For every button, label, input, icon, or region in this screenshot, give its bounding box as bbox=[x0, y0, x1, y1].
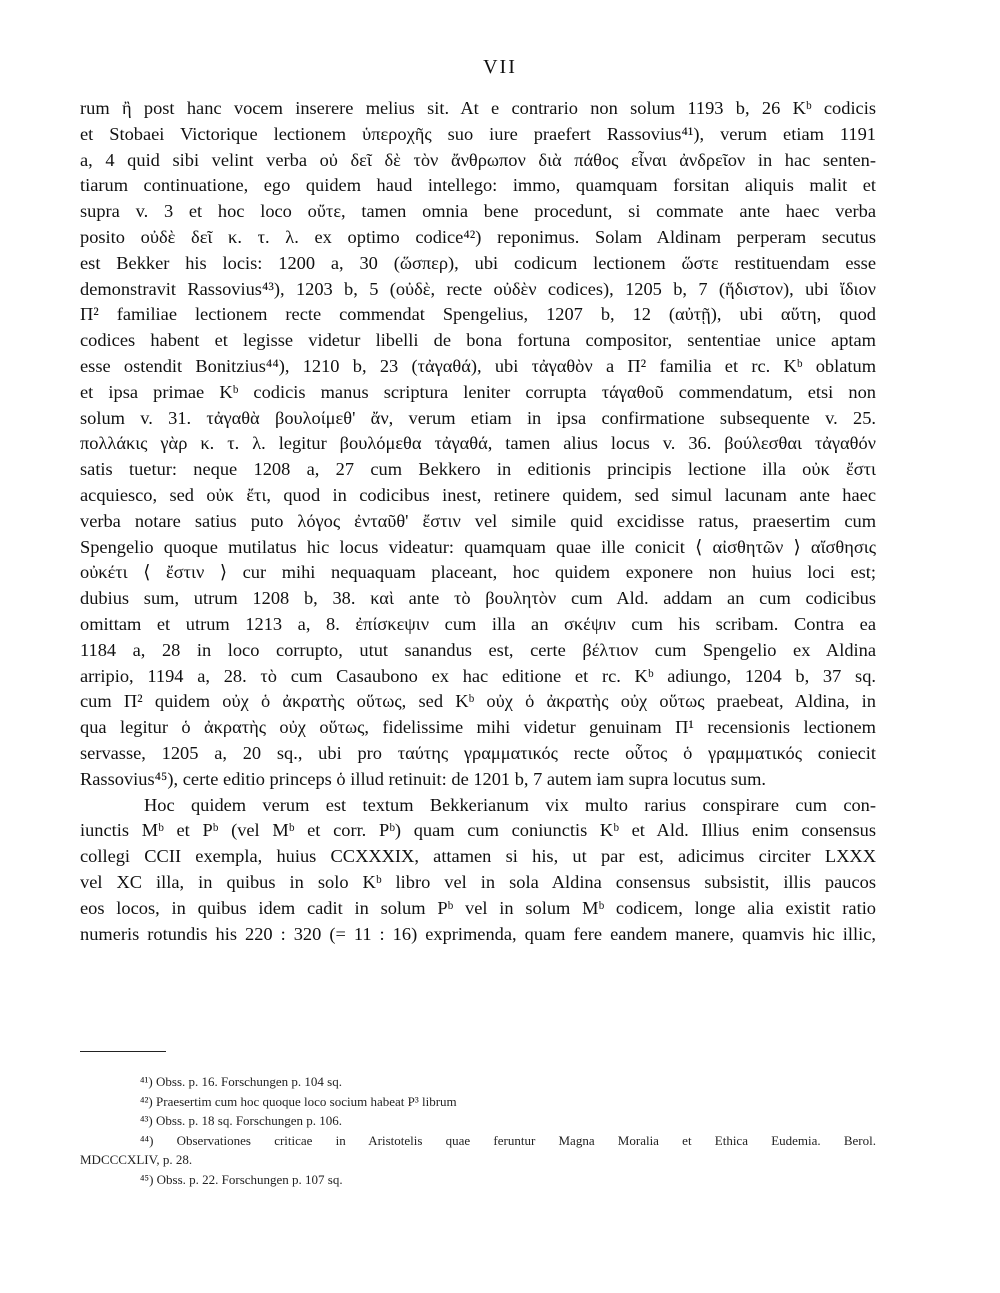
text-line: Π² familiae lectionem recte commendat Spengelius, 1207 b, 12 (αὐτῇ), ubi αὕτη, quod bbox=[80, 304, 876, 325]
text-line: a, 4 quid sibi velint verba οὐ δεῖ δὲ τὸν ἄνθρωπον διὰ πάθος εἶναι ἀνδρεῖον in hac senten- bbox=[80, 149, 876, 170]
text-line: demonstravit Rassovius⁴³), 1203 b, 5 (οὐδὲ, recte οὐδὲν codices), 1205 b, 7 (ἥδιστον), ubi ἴδιον bbox=[80, 278, 876, 299]
footnote-continuation: MDCCCXLIV, p. 28. bbox=[80, 1152, 193, 1167]
footnote-separator bbox=[80, 1051, 166, 1052]
text-line: servasse, 1205 a, 20 sq., ubi pro ταύτης γραμματικός recte οὗτος ὁ γραμματικός coniecit bbox=[80, 742, 876, 763]
text-line: numeris rotundis his 220 : 320 (= 11 : 16) exprimenda, quam fere eandem manere, quamvis hic illic, bbox=[80, 923, 876, 944]
text-line: et ipsa primae Kᵇ codicis manus scriptura leniter corrupta τάγαθοῦ commendatum, etsi non bbox=[80, 381, 876, 402]
text-line: codices habent et legisse videtur libelli de bona fortuna compositor, sententiae unice aptam bbox=[80, 330, 876, 351]
footnote: ⁴⁵) Obss. p. 22. Forschungen p. 107 sq. bbox=[140, 1171, 343, 1187]
text-line: tiarum continuatione, ego quidem haud intellego: immo, quamquam forsitan aliquis malit et bbox=[80, 175, 876, 196]
text-line: vel XC illa, in quibus in solo Kᵇ libro vel in sola Aldina consensus subsistit, illis paucos bbox=[80, 871, 876, 892]
text-line: rum ἢ post hanc vocem inserere melius sit. At e contrario non solum 1193 b, 26 Kᵇ codicis bbox=[80, 98, 876, 118]
text-line: esse ostendit Bonitzius⁴⁴), 1210 b, 23 (τἀγαθά), ubi τἀγαθὸν a Π² familia et rc. Kᵇ oblatum bbox=[80, 355, 876, 376]
text-line: solum v. 31. τἀγαθὰ βουλοίμεθ' ἄν, verum etiam in ipsa confirmatione subsequente v. 25. bbox=[80, 407, 876, 428]
text-line: arripio, 1194 a, 28. τὸ cum Casaubono ex hac editione et rc. Kᵇ adiungo, 1204 b, 37 sq. bbox=[80, 665, 876, 686]
footnote: ⁴³) Obss. p. 18 sq. Forschungen p. 106. bbox=[140, 1113, 342, 1128]
text-line: iunctis Mᵇ et Pᵇ (vel Mᵇ et corr. Pᵇ) quam cum coniunctis Kᵇ et Ald. Illius enim consensus bbox=[80, 820, 876, 841]
text-line: omittam et utrum 1213 a, 8. ἐπίσκεψιν cum illa an σκέψιν cum his scribam. Contra ea bbox=[80, 613, 876, 634]
text-line: collegi CCII exempla, huius CCXXXIX, attamen si his, ut par est, adicimus circiter LXXX bbox=[80, 846, 876, 867]
text-line: οὐκέτι ⟨ ἔστιν ⟩ cur mihi nequaquam placeant, hoc quidem exponere non huius loci est; bbox=[80, 562, 876, 583]
text-line: acquiesco, sed οὐκ ἔτι, quod in codicibus inest, retinere quidem, sed simul lacunam ante haec bbox=[80, 484, 876, 505]
text-line: supra v. 3 et hoc loco οὔτε, tamen omnia bene procedunt, si commate ante haec verba bbox=[80, 201, 876, 222]
footnote: ⁴⁴) Observationes criticae in Aristotelis quae feruntur Magna Moralia et Ethica Eudemia. Berol. bbox=[140, 1132, 876, 1148]
text-line: verba notare satius puto λόγος ἐνταῦθ' ἔστιν vel simile quid excidisse ratus, praesertim cum bbox=[80, 510, 876, 531]
page-number: VII bbox=[483, 56, 517, 78]
text-line: cum Π² quidem οὐχ ὁ ἀκρατὴς οὕτως, sed Kᵇ οὐχ ὁ ἀκρατὴς οὐχ οὕτως praebeat, Aldina, in bbox=[80, 691, 876, 712]
footnote: ⁴²) Praesertim cum hoc quoque loco socium habeat P³ librum bbox=[140, 1093, 457, 1109]
text-line: Hoc quidem verum est textum Bekkerianum vix multo rarius conspirare cum con- bbox=[144, 794, 876, 815]
text-line: qua legitur ὁ ἀκρατὴς οὐχ οὕτως, fidelissime mihi videtur genuinam Π¹ recensionis lectionem bbox=[80, 717, 876, 738]
text-line: satis tuetur: neque 1208 a, 27 cum Bekkero in editionis principis lectione illa οὐκ ἔστι bbox=[80, 459, 876, 480]
text-line: et Stobaei Victorique lectionem ὑπεροχῆς suo iure praefert Rassovius⁴¹), verum etiam 1191 bbox=[80, 123, 876, 144]
text-line: dubius sum, utrum 1208 b, 38. καὶ ante τὸ βουλητὸν cum Ald. addam an cum codicibus bbox=[80, 588, 876, 609]
text-line: 1184 a, 28 in loco corrupto, utut sanandus est, certe βέλτιον cum Spengelio ex Aldina bbox=[80, 639, 876, 660]
text-line: est Bekker his locis: 1200 a, 30 (ὥσπερ), ubi codicum lectionem ὥστε restituendam esse bbox=[80, 252, 876, 273]
text-line: eos locos, in quibus idem cadit in solum Pᵇ vel in solum Mᵇ codicem, longe alia existit ratio bbox=[80, 897, 876, 918]
text-line: Spengelio quoque mutilatus hic locus videatur: quamquam quae ille conicit ⟨ αἰσθητῶν ⟩ αἴσθησις bbox=[80, 536, 876, 557]
text-line: πολλάκις γὰρ κ. τ. λ. legitur βουλόμεθα τἀγαθά, tamen alius locus v. 36. βούλεσθαι τἀγαθόν bbox=[80, 433, 876, 454]
text-line: posito οὐδὲ δεῖ κ. τ. λ. ex optimo codice⁴²) reponimus. Solam Aldinam perperam secutus bbox=[80, 226, 876, 247]
footnotes bbox=[80, 1072, 876, 1189]
footnote: ⁴¹) Obss. p. 16. Forschungen p. 104 sq. bbox=[140, 1074, 342, 1089]
main-text bbox=[80, 96, 876, 947]
text-line: Rassovius⁴⁵), certe editio princeps ὁ illud retinuit: de 1201 b, 7 autem iam supra locutus sum. bbox=[80, 768, 767, 789]
